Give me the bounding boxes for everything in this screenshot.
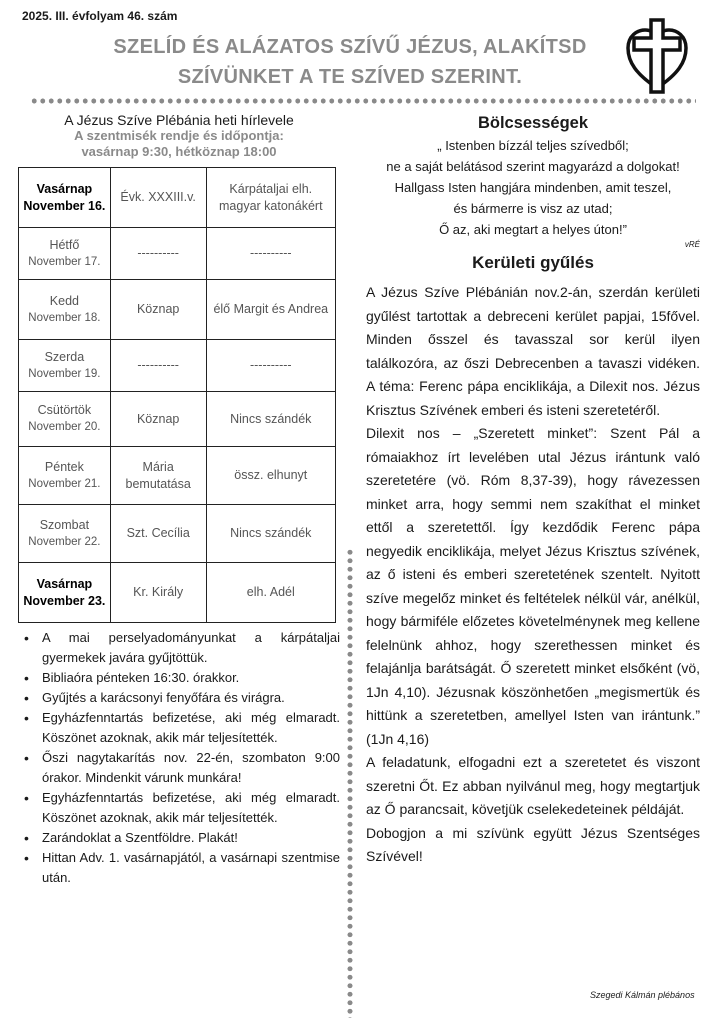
schedule-day (19, 447, 111, 505)
schedule-date: November 18. (28, 311, 101, 324)
schedule-day (19, 280, 111, 340)
schedule-row (19, 447, 336, 505)
wisdom-title: Bölcsességek (477, 114, 589, 132)
schedule-row (19, 563, 336, 623)
cross-heart-icon (626, 18, 688, 94)
schedule-intention: Nincs szándék (206, 392, 335, 447)
quote-line: ne a saját belátásod szerint magyarázd a dolgokat! (386, 159, 680, 174)
mass-schedule-table (18, 167, 336, 623)
schedule-row (19, 392, 336, 447)
schedule-date: November 17. (28, 255, 101, 268)
schedule-row (19, 340, 336, 392)
notice-item: • Gyűjtés a karácsonyi fenyőfára és virágra. (22, 688, 340, 708)
schedule-day-name: Vasárnap November 23. (23, 576, 106, 608)
schedule-liturgy: Évk. XXXIII.v. (110, 168, 206, 228)
schedule-row (19, 168, 336, 228)
notice-item: • Bibliaóra pénteken 16:30. órakkor. (22, 668, 340, 688)
schedule-intention: élő Margit és Andrea (206, 280, 335, 340)
notice-item: • Hittan Adv. 1. vasárnapjától, a vasárnapi szentmise után. (22, 848, 340, 888)
schedule-liturgy: Köznap (110, 280, 206, 340)
signature: Szegedi Kálmán plébános (590, 990, 695, 1000)
schedule-row (19, 280, 336, 340)
schedule-day (19, 340, 111, 392)
wisdom-quote (366, 135, 700, 240)
headline-line-1: SZELÍD ÉS ALÁZATOS SZÍVŰ JÉZUS, ALAKÍTSD (113, 36, 587, 58)
dotted-divider-horizontal (30, 98, 696, 104)
schedule-day (19, 228, 111, 280)
newsletter-header (20, 112, 338, 160)
schedule-day-name: Hétfő (49, 237, 80, 252)
notices-list (22, 628, 340, 888)
schedule-intention: Nincs szándék (206, 505, 335, 563)
article-paragraph: A Jézus Szíve Plébánián nov.2-án, szerdán kerületi gyűlést tartottak a debreceni kerület papjai, 15fővel. Minden ősszel és tavasszal sor kerül ilyen találkozóra, az őszi Debrecenben a tavaszi vidéken. A téma: Ferenc pápa enciklikája, a Dilexit nos. Jézus Krisztus Szívének emberi és isteni szeretetéről. (366, 284, 700, 418)
article-body (366, 281, 700, 869)
schedule-day-name: Péntek (44, 459, 84, 474)
right-column (366, 114, 700, 869)
schedule-liturgy: Köznap (110, 392, 206, 447)
mass-schedule-times: vasárnap 9:30, hétköznap 18:00 (81, 144, 277, 159)
schedule-day-name: Szerda (44, 349, 85, 364)
schedule-date: November 21. (28, 477, 101, 490)
notice-item: • Őszi nagytakarítás nov. 22-én, szombaton 9:00 órakor. Mindenkit várunk munkára! (22, 748, 340, 788)
notice-item: • Egyházfenntartás befizetése, aki még elmaradt. Köszönet azoknak, akik már teljesítették. (22, 788, 340, 828)
schedule-intention: ---------- (206, 340, 335, 392)
schedule-intention: Kárpátaljai elh. magyar katonákért (206, 168, 335, 228)
schedule-intention: ---------- (206, 228, 335, 280)
schedule-day-name: Csütörtök (37, 403, 92, 417)
quote-line: Ő az, aki megtart a helyes úton!” (439, 222, 627, 237)
issue-number: 2025. III. évfolyam 46. szám (22, 9, 178, 23)
mass-schedule-heading: A szentmisék rendje és időpontja: (74, 128, 284, 143)
schedule-day (19, 505, 111, 563)
schedule-day (19, 563, 111, 623)
schedule-day-name: Kedd (49, 293, 79, 308)
meeting-title: Kerületi gyűlés (472, 253, 594, 272)
schedule-liturgy: ---------- (110, 340, 206, 392)
newsletter-title: A Jézus Szíve Plébánia heti hírlevele (64, 112, 294, 128)
schedule-date: November 20. (28, 421, 101, 433)
schedule-intention: össz. elhunyt (206, 447, 335, 505)
schedule-day (19, 168, 111, 228)
schedule-day (19, 392, 111, 447)
headline-line-2: SZÍVÜNKET A TE SZÍVED SZERINT. (177, 66, 523, 88)
quote-line: és bármerre is visz az utad; (453, 201, 613, 216)
article-paragraph: A feladatunk, elfogadni ezt a szeretetet és viszont szeretni Őt. Ez abban nyilvánul meg, hogy megtartjuk az Ő parancsait, követjük cselekedeteinek példáját. (366, 754, 700, 817)
notice-item: • Egyházfenntartás befizetése, aki még elmaradt. Köszönet azoknak, akik már teljesítették. (22, 708, 340, 748)
schedule-liturgy: Mária bemutatása (110, 447, 206, 505)
article-paragraph: Dilexit nos – „Szeretett minket”: Szent Pál a rómaiakhoz írt levelében utal Jézus irántunk való szeretetére (vö. Róm 8,37-39), hogy rávezessen minket arra, hogy semmi nem szakíthat el minket ettől a szeretettől. Így kezdődik Ferenc pápa negyedik enciklikája, melyet Jézus Krisztus szívének, az ő isteni és emberi szeretetének szentelt. Nyitott szíve megelőz minket és feltételek nélkül vár, anélkül, hogy bármiféle előzetes követelménynek meg kellene felelnünk ahhoz, hogy szerethessen minket és felajánlja barátságát. Ő szeretett minket elsőként (vö, 1Jn 4,10). Jézusnak köszönhetően „megismertük és hittünk a szeretetben, amellyel Isten van irántunk.” (1Jn 4,16) (366, 425, 700, 747)
schedule-liturgy: Kr. Király (110, 563, 206, 623)
quote-line: „ Istenben bízzál teljes szívedből; (437, 138, 629, 153)
notice-item: • Zarándoklat a Szentföldre. Plakát! (22, 828, 340, 848)
schedule-liturgy: ---------- (110, 228, 206, 280)
schedule-intention: elh. Adél (206, 563, 335, 623)
schedule-row (19, 228, 336, 280)
schedule-liturgy: Szt. Cecília (110, 505, 206, 563)
article-paragraph: Dobogjon a mi szívünk együtt Jézus Szentséges Szívével! (366, 824, 700, 864)
schedule-date: November 19. (28, 367, 101, 380)
quote-source: vRÉ (684, 240, 700, 249)
dotted-divider-vertical (347, 548, 353, 1018)
schedule-day-name: Vasárnap November 16. (23, 181, 106, 213)
headline (100, 32, 600, 92)
schedule-row (19, 505, 336, 563)
schedule-day-name: Szombat (39, 517, 90, 532)
quote-line: Hallgass Isten hangjára mindenben, amit teszel, (394, 180, 672, 195)
schedule-date: November 22. (28, 535, 101, 548)
notice-item: • A mai perselyadományunkat a kárpátaljai gyermekek javára gyűjtöttük. (22, 628, 340, 668)
